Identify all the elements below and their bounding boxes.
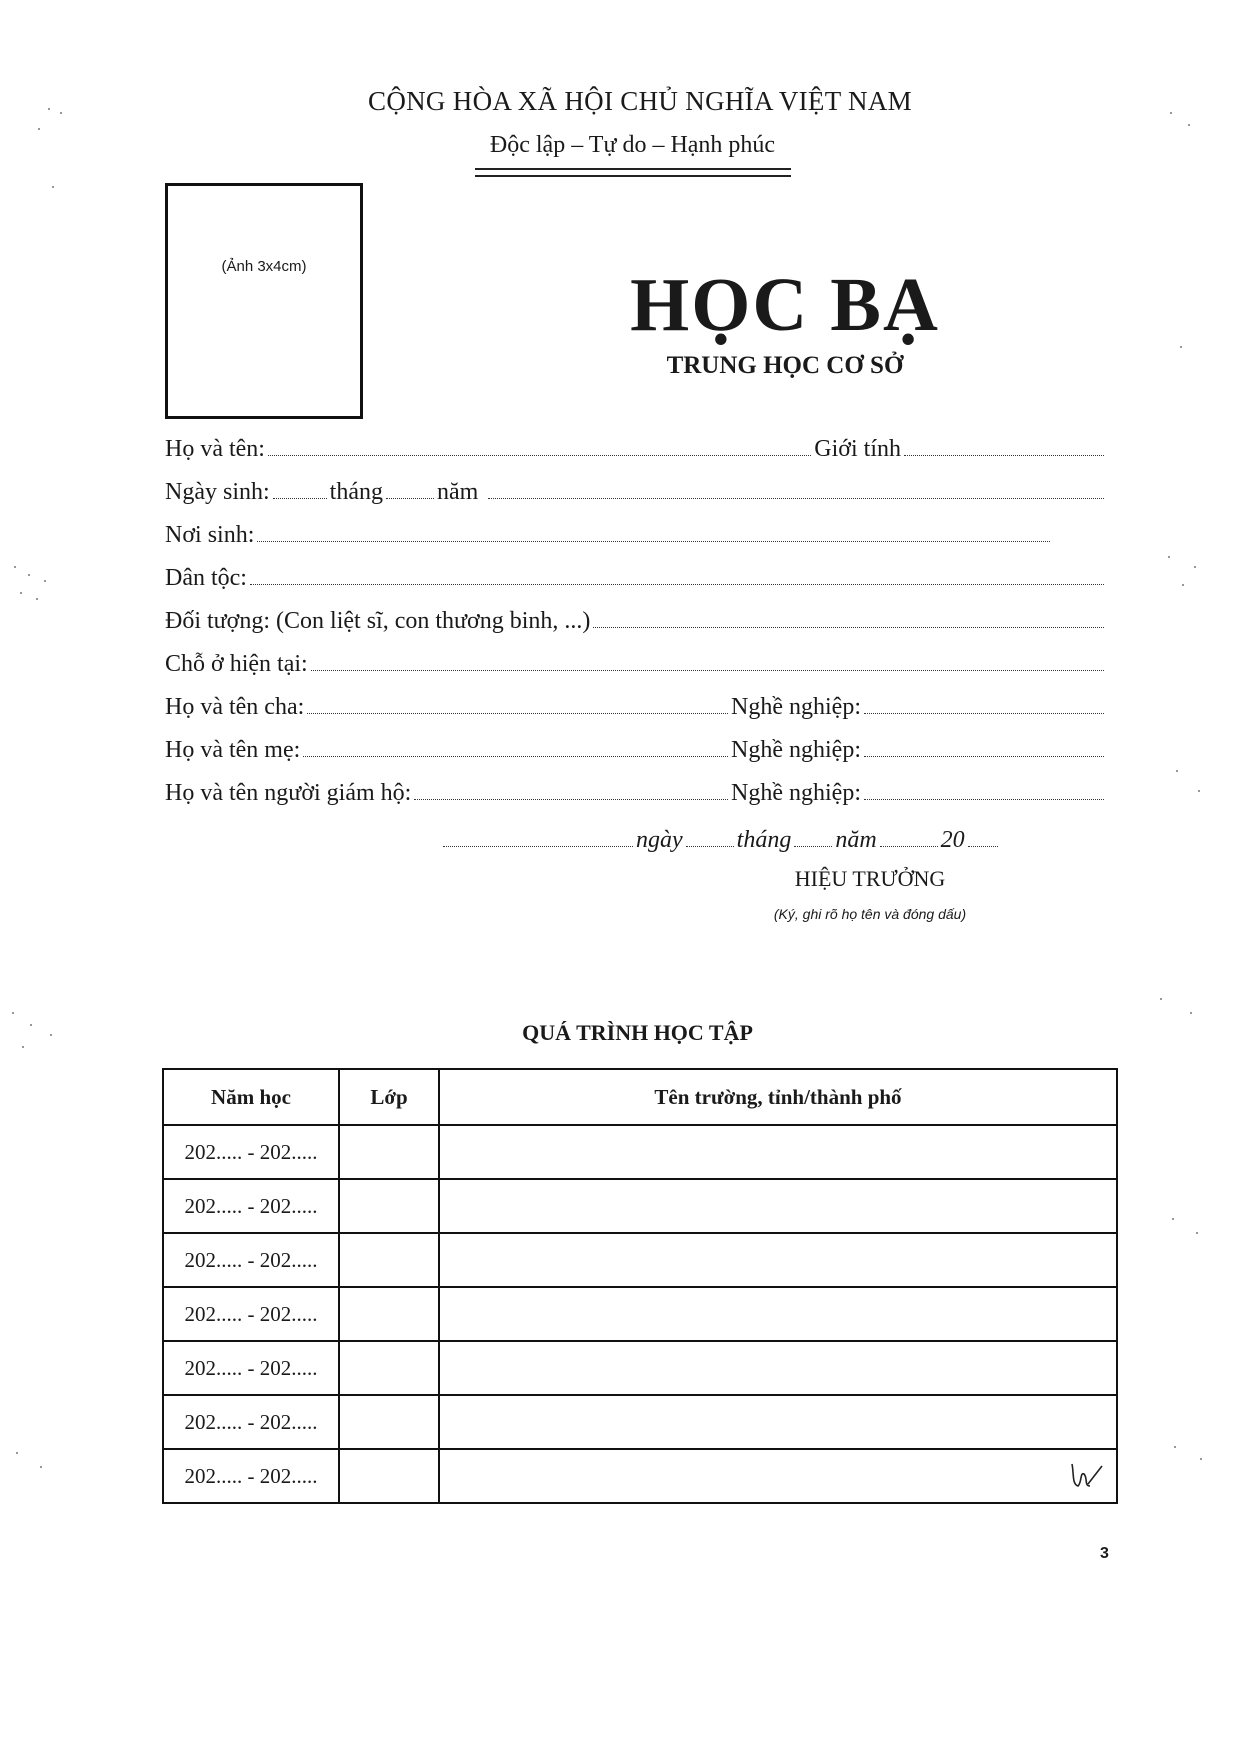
table-row: [163, 1179, 1117, 1233]
field-row-dob: [165, 476, 1107, 512]
mother-occupation-blank[interactable]: [864, 734, 1104, 757]
father-name-label: Họ và tên cha:: [165, 694, 305, 720]
school-cell[interactable]: [439, 1179, 1117, 1233]
field-row-name: [165, 433, 1107, 469]
school-cell[interactable]: [439, 1125, 1117, 1179]
guardian-name-label: Họ và tên người giám hộ:: [165, 780, 412, 806]
year-blank[interactable]: [880, 824, 938, 847]
field-row-ethnicity: [165, 562, 1107, 598]
class-cell[interactable]: [339, 1395, 439, 1449]
school-year-cell: 202..... - 202.....: [163, 1395, 339, 1449]
class-cell[interactable]: [339, 1287, 439, 1341]
guardian-occupation-label: Nghề nghiệp:: [731, 780, 861, 806]
table-row: [163, 1341, 1117, 1395]
year-label: năm: [835, 827, 877, 853]
school-cell[interactable]: [439, 1287, 1117, 1341]
column-header-school: Tên trường, tỉnh/thành phố: [439, 1069, 1117, 1125]
school-year-cell: 202..... - 202.....: [163, 1233, 339, 1287]
class-cell[interactable]: [339, 1341, 439, 1395]
guardian-name-blank[interactable]: [414, 777, 728, 800]
school-year-cell: 202..... - 202.....: [163, 1125, 339, 1179]
residence-label: Chỗ ở hiện tại:: [165, 651, 308, 677]
mother-name-blank[interactable]: [303, 734, 728, 757]
table-header-row: [163, 1069, 1117, 1125]
school-cell[interactable]: [439, 1395, 1117, 1449]
mother-occupation-label: Nghề nghiệp:: [731, 737, 861, 763]
page-number: 3: [1100, 1545, 1109, 1562]
school-cell[interactable]: [439, 1341, 1117, 1395]
mother-name-label: Họ và tên mẹ:: [165, 737, 301, 763]
school-year-cell: 202..... - 202.....: [163, 1287, 339, 1341]
field-row-guardian: [165, 777, 1107, 813]
dob-day-blank[interactable]: [273, 476, 327, 499]
table-row: [163, 1449, 1117, 1503]
dob-month-blank[interactable]: [386, 476, 434, 499]
table-row: [163, 1233, 1117, 1287]
birthplace-label: Nơi sinh:: [165, 522, 255, 548]
month-blank[interactable]: [794, 824, 832, 847]
gender-label: Giới tính: [814, 436, 901, 462]
dob-year-label: năm: [437, 479, 479, 505]
dob-year-blank[interactable]: [488, 476, 1104, 499]
class-cell[interactable]: [339, 1179, 439, 1233]
signature-note: (Ký, ghi rõ họ tên và đóng dấu): [773, 906, 967, 922]
dob-label: Ngày sinh:: [165, 479, 270, 505]
category-label: Đối tượng: (Con liệt sĩ, con thương binh, ...): [165, 608, 591, 634]
year-prefix: 20: [940, 827, 965, 853]
father-occupation-blank[interactable]: [864, 691, 1104, 714]
field-row-father: [165, 691, 1107, 727]
category-blank[interactable]: [593, 605, 1104, 628]
year-suffix-blank[interactable]: [968, 824, 998, 847]
father-occupation-label: Nghề nghiệp:: [731, 694, 861, 720]
month-label: tháng: [736, 827, 792, 853]
document-subtitle: TRUNG HỌC CƠ SỞ: [666, 352, 904, 379]
day-blank[interactable]: [686, 824, 734, 847]
field-row-mother: [165, 734, 1107, 770]
column-header-class: Lớp: [339, 1069, 439, 1125]
field-row-birthplace: [165, 519, 1053, 555]
table-row: [163, 1287, 1117, 1341]
national-motto: Độc lập – Tự do – Hạnh phúc: [489, 132, 776, 158]
initial-scribble-mark: [1066, 1460, 1106, 1490]
school-cell[interactable]: [439, 1233, 1117, 1287]
residence-blank[interactable]: [311, 648, 1104, 671]
guardian-occupation-blank[interactable]: [864, 777, 1104, 800]
gender-blank[interactable]: [904, 433, 1104, 456]
ethnicity-blank[interactable]: [250, 562, 1104, 585]
photo-label: (Ảnh 3x4cm): [221, 258, 307, 275]
school-year-cell: 202..... - 202.....: [163, 1449, 339, 1503]
ethnicity-label: Dân tộc:: [165, 565, 247, 591]
school-cell[interactable]: [439, 1449, 1117, 1503]
principal-title: HIỆU TRƯỞNG: [794, 866, 946, 891]
column-header-year: Năm học: [163, 1069, 339, 1125]
table-row: [163, 1395, 1117, 1449]
history-title: QUÁ TRÌNH HỌC TẬP: [522, 1020, 753, 1045]
dob-month-label: tháng: [329, 479, 383, 505]
full-name-label: Họ và tên:: [165, 436, 265, 462]
class-cell[interactable]: [339, 1233, 439, 1287]
table-row: [163, 1125, 1117, 1179]
class-cell[interactable]: [339, 1449, 439, 1503]
nation-heading: CỘNG HÒA XÃ HỘI CHỦ NGHĨA VIỆT NAM: [368, 86, 912, 116]
father-name-blank[interactable]: [307, 691, 728, 714]
day-label: ngày: [636, 827, 683, 853]
field-row-category: [165, 605, 1107, 641]
place-blank[interactable]: [443, 824, 633, 847]
signature-date-line: [440, 824, 1040, 854]
full-name-blank[interactable]: [268, 433, 811, 456]
motto-underline: [475, 168, 791, 177]
study-history-table: [162, 1068, 1118, 1504]
class-cell[interactable]: [339, 1125, 439, 1179]
document-title: HỌC BẠ: [630, 263, 940, 347]
school-year-cell: 202..... - 202.....: [163, 1341, 339, 1395]
school-year-cell: 202..... - 202.....: [163, 1179, 339, 1233]
field-row-residence: [165, 648, 1107, 684]
birthplace-blank[interactable]: [257, 519, 1050, 542]
